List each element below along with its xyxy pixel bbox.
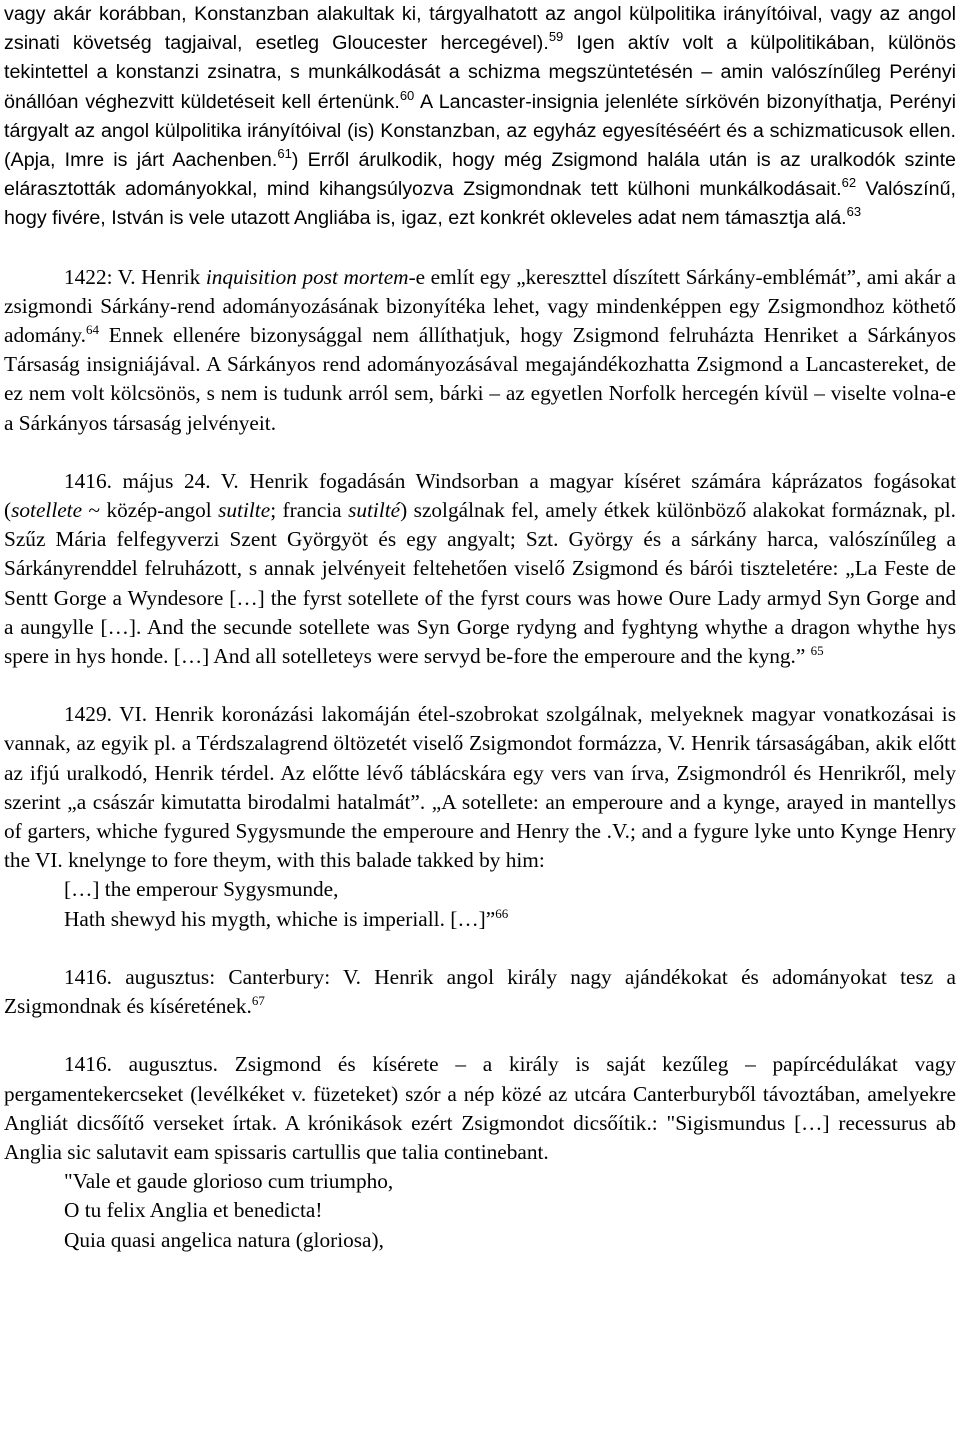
verse-line <box>64 1167 956 1196</box>
paragraph-1416-may <box>4 467 956 671</box>
verse-line <box>64 1226 956 1255</box>
footnote-ref[interactable]: 66 <box>495 905 509 921</box>
text: 1429. VI. Henrik koronázási lakomáján étel-szobrokat szolgálnak, melyeknek magyar vonatkozásai is vannak, az egyik pl. a Térdszalagrend öltözetét viselő Zsigmondot formázza, V. Henrik társaságában, akik előtt az ifjú uralkodó, Henrik térdel. Az előtte lévő táblácskára egy vers van írva, Zsigmondról és Henrikről, mely szerint „a császár kimutatta birodalmi hatalmát”. „A sotellete: an emperoure and a kynge, arayed in mantellys of garters, whiche fygured Sygysmunde the emperoure and Henry the .V.; and a fygure lyke unto Kynge Henry the VI. knelynge to fore theym, with this balade takked by him: <box>4 702 956 873</box>
text: -e említ egy „kereszttel díszített Sárkány-emblémát”, ami akár a zsigmondi Sárkány-rend adományozásának bizonyítéka lehet, vagy mindenképpen egy Zsigmondhoz köthető adomány. <box>4 264 956 348</box>
italic-term: sutilté <box>348 498 401 523</box>
footnote-ref[interactable]: 61 <box>277 146 292 162</box>
text: Valószínű, hogy fivére, István is vele utazott Angliába is, igaz, ezt konkrét okleveles adat nem támasztja alá. <box>4 178 957 230</box>
text: Hath shewyd his mygth, whiche is imperiall. […]” <box>64 906 496 931</box>
verse-line <box>64 1196 956 1225</box>
verse-line <box>64 875 956 904</box>
text: ; francia <box>270 498 349 523</box>
paragraph-1416-aug-canterbury <box>4 963 956 1021</box>
text: Igen aktív volt a külpolitikában, különös tekintettel a konstanzi zsinatra, s munkálkodását a schizma megszüntetésén – amin valószínűleg Perényi önállóan véghezvitt küldetéseit kell értenünk. <box>4 32 956 113</box>
text: 1416. augusztus. Zsigmond és kísérete – a király is saját kezűleg – papírcédulákat vagy pergamentekercseket (levélkéket v. füzeteket) szór a nép közé az utcára Canterburyből távoztában, amelyekre Angliát dicsőítő verseket írtak. A krónikások ezért Zsigmondot dicsőítik.: "Sigismundus […] recessurus ab Anglia sic salutavit eam spissaris cartullis que talia continebant. <box>4 1052 956 1164</box>
text: Ennek ellenére bizonysággal nem állíthatjuk, hogy Zsigmond felruházta Henriket a Sárkányos Társaság insigniájával. A Sárkányos rend adományozásával megajándékozhatta Zsigmond a Lancastereket, de ez nem volt kölcsönös, s nem is tudunk arról sem, bárki – az egyetlen Norfolk hercegén kívül – viselte volna-e a Sárkányos társaság jelvényeit. <box>4 323 956 435</box>
footnote-ref[interactable]: 59 <box>548 29 564 45</box>
footnote-ref[interactable]: 64 <box>86 322 100 338</box>
text: 1416. augusztus: Canterbury: V. Henrik angol király nagy ajándékokat és adományokat tesz a Zsigmondnak és kíséretének. <box>4 964 956 1019</box>
paragraph-perenyi <box>4 0 956 234</box>
paragraph-1429 <box>4 700 956 875</box>
text: A Lancaster-insignia jelenléte sírkövén bizonyíthatja, Perényi tárgyalt az angol külpolitika irányítóival (is) Konstanzban, az egyház egyesítéséért és a schizmaticusok ellen. (Apja, Imre is járt Aachenben. <box>4 90 956 172</box>
text: ) szolgálnak fel, amely étkek különböző alakokat formáznak, pl. Szűz Mária felfegyverzi Szent Györgyöt és egy angyalt; Szt. György és a sárkány harca, valószínűleg a Sárkányrenddel felruházott, s annak jelvényeit feltehetően viselő Zsigmond és bárói tiszteletére: „La Feste de Sentt Gorge a Wyndesore […] the fyrst sotellete of the fyrst cours was howe Oure Lady armyd Syn Gorge and a aungylle […]. And the secunde sotellete was Syn Gorge rydyng and fyghtyng whythe a dragon whythe hys spere in hys honde. […] And all sotelleteys were servyd be-fore the emperoure and the kyng.” <box>4 498 956 669</box>
text: 1416. május 24. V. Henrik fogadásán Windsorban a magyar kíséret számára káprázatos fogásokat ( <box>4 468 956 523</box>
footnote-ref[interactable]: 63 <box>846 204 862 220</box>
text: ~ közép-angol <box>82 498 219 523</box>
text: O tu felix Anglia et benedicta! <box>64 1198 323 1223</box>
footnote-ref[interactable]: 67 <box>251 993 265 1009</box>
text: ) Erről árulkodik, hogy még Zsigmond halála után is az uralkodók szinte elárasztották adományokkal, mind kihangsúlyozva Zsigmondnak tett külhoni munkálkodásait. <box>4 149 956 201</box>
paragraph-1422 <box>4 263 956 438</box>
italic-term: sutilte <box>218 498 271 523</box>
footnote-ref[interactable]: 62 <box>841 175 857 191</box>
text: "Vale et gaude glorioso cum triumpho, <box>64 1169 394 1194</box>
paragraph-1416-aug <box>4 1050 956 1167</box>
document-page <box>4 0 956 1255</box>
italic-term: inquisition post mortem <box>205 264 409 289</box>
footnote-ref[interactable]: 65 <box>810 643 824 659</box>
text: 1422: V. Henrik <box>64 264 206 289</box>
text: […] the emperour Sygysmunde, <box>64 877 339 902</box>
verse-line <box>64 905 956 934</box>
text: vagy akár korábban, Konstanzban alakultak ki, tárgyalhatott az angol külpolitika irányítóival, vagy az angol zsinati követség tagjaival, esetleg Gloucester hercegével). <box>4 3 956 55</box>
footnote-ref[interactable]: 60 <box>399 87 415 103</box>
italic-term: sotellete <box>11 498 83 523</box>
text: Quia quasi angelica natura (gloriosa), <box>64 1227 384 1252</box>
